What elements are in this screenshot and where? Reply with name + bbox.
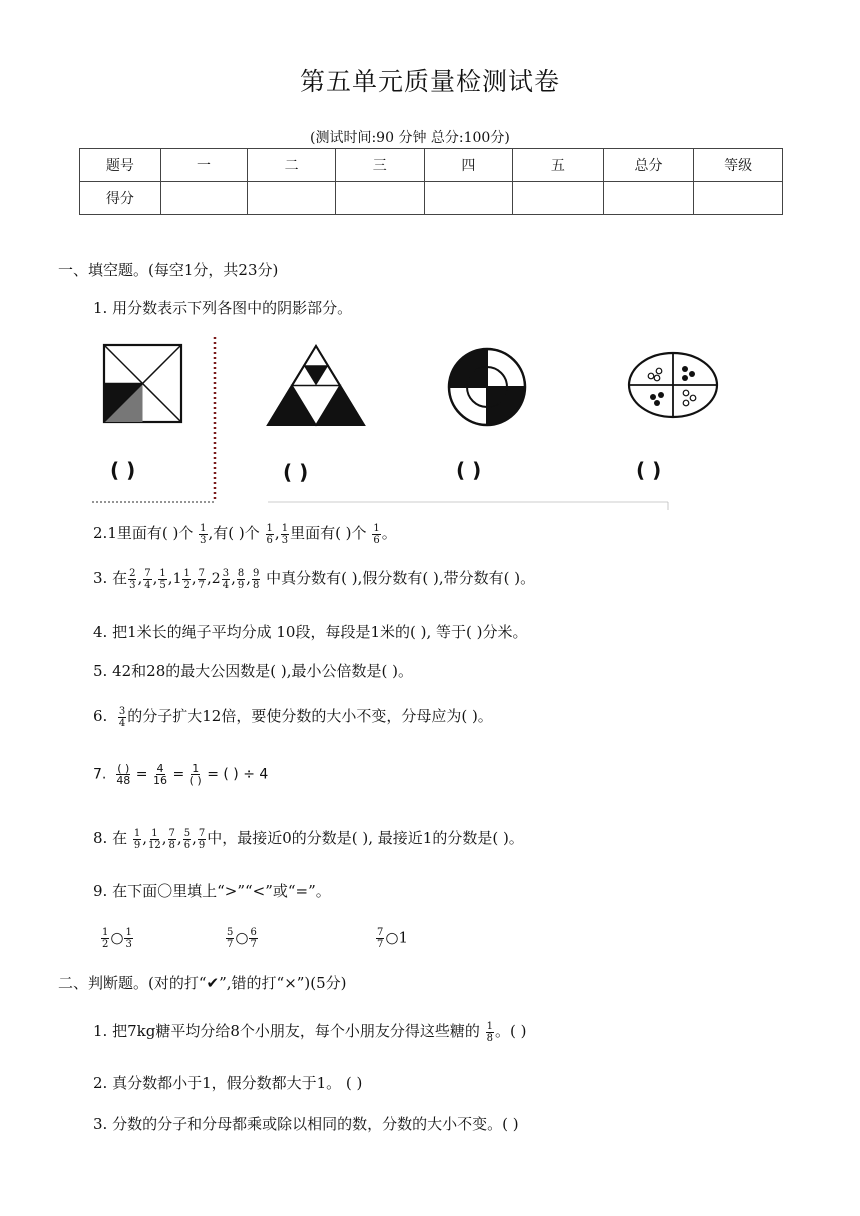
score-cell[interactable] [513,182,604,215]
compare-circle[interactable]: ○ [235,928,249,947]
compare-circle[interactable]: ○ [110,928,124,947]
shaded-figures [0,330,860,520]
question-4: 4. 把1米长的绳子平均分成 10段，每段是1米的( ), 等于( )分米。 [93,623,528,641]
page-title: 第五单元质量检测试卷 [299,67,560,96]
judge-question-3: 3. 分数的分子和分母都乘或除以相同的数，分数的大小不变。( ) [93,1115,519,1133]
question-5: 5. 42和28的最大公因数是( ),最小公倍数是( )。 [93,662,413,680]
answer-blank-1[interactable]: ( ) [110,458,136,482]
header-cell: 题号 [80,149,161,182]
score-table [79,148,783,215]
judge-question-2: 2. 真分数都小于1，假分数都大于1。 ( ) [93,1074,363,1092]
header-cell: 五 [513,149,604,182]
answer-blank-3[interactable]: ( ) [456,458,482,482]
square-figure [104,345,181,422]
header-cell: 一 [160,149,248,182]
question-3: 3. 在 $\frac{2}{3}$ , $\frac{7}{4}$ , $\frac{1}{5}$ ,1 $\frac{1}{2}$ , $\frac{7}{7}$ ,2 $\frac{3}{4}$ , $\frac{8}{9}$ , $\frac{9}{8}$ 中真分数有( ),假分数有( ),带分数有( )。 [93,567,536,591]
answer-blank-2[interactable]: ( ) [283,460,309,484]
row-label: 得分 [80,182,161,215]
ellipse-figure [629,353,717,417]
question-8: 8. 在 $\frac{1}{9}$ , $\frac{1}{12}$ , $\frac{7}{8}$ , $\frac{5}{6}$ , $\frac{7}{9}$ 中，最接近0的分数是( ), 最接近1的分数是( )。 [93,827,524,851]
score-cell[interactable] [335,182,424,215]
header-cell: 二 [248,149,336,182]
score-cell[interactable] [160,182,248,215]
triangle-figure [268,346,364,425]
score-table-score-row [80,182,783,215]
header-cell: 总分 [603,149,694,182]
question-2: 2.1里面有( )个 $\frac{1}{3}$ ,有( )个 $\frac{1}{6}$ , $\frac{1}{3}$ 里面有( )个 $\frac{1}{6}$ 。 [93,522,397,546]
judge-question-1: 1. 把7kg糖平均分给8个小朋友，每个小朋友分得这些糖的 $\frac{1}{8}$ 。( ) [93,1020,527,1044]
fraction: $\frac{1}{6}$ [266,522,273,546]
section2-heading: 二、判断题。(对的打“✔”,错的打“×”)(5分) [58,974,347,992]
question-9: 9. 在下面〇里填上“>”“<”或“=”。 [93,882,331,900]
question-1: 1. 用分数表示下列各图中的阴影部分。 [93,299,353,317]
fraction: $\frac{1}{3}$ [281,522,289,546]
header-cell: 三 [335,149,424,182]
circle-figure [449,349,525,425]
score-cell[interactable] [603,182,694,215]
score-cell[interactable] [424,182,513,215]
header-cell: 四 [424,149,513,182]
score-cell[interactable] [694,182,783,215]
score-cell[interactable] [248,182,336,215]
section1-heading: 一、填空题。(每空1分，共23分) [58,261,279,279]
compare-item-1: $\frac{1}{2}$ ○ $\frac{1}{3}$ [102,927,132,950]
answer-blank-4[interactable]: ( ) [636,458,662,482]
compare-circle[interactable]: ○ [385,928,399,947]
question-6: 6. $\frac{3}{4}$ 的分子扩大12倍，要使分数的大小不变，分母应为( )。 [93,705,493,729]
compare-item-3: $\frac{7}{7}$ ○1 [377,927,409,950]
compare-item-2: $\frac{5}{7}$ ○ $\frac{6}{7}$ [227,927,257,950]
score-table-header-row [80,149,783,182]
test-info: (测试时间:90 分钟 总分:100分) [310,130,510,146]
header-cell: 等级 [694,149,783,182]
fraction: $\frac{1}{3}$ [200,522,207,546]
question-7: 7. $\frac{( )}{48}$ = $\frac{4}{16}$ = $\frac{1}{( )}$ = ( ) ÷ 4 [93,762,269,787]
fraction: $\frac{1}{6}$ [373,522,380,546]
